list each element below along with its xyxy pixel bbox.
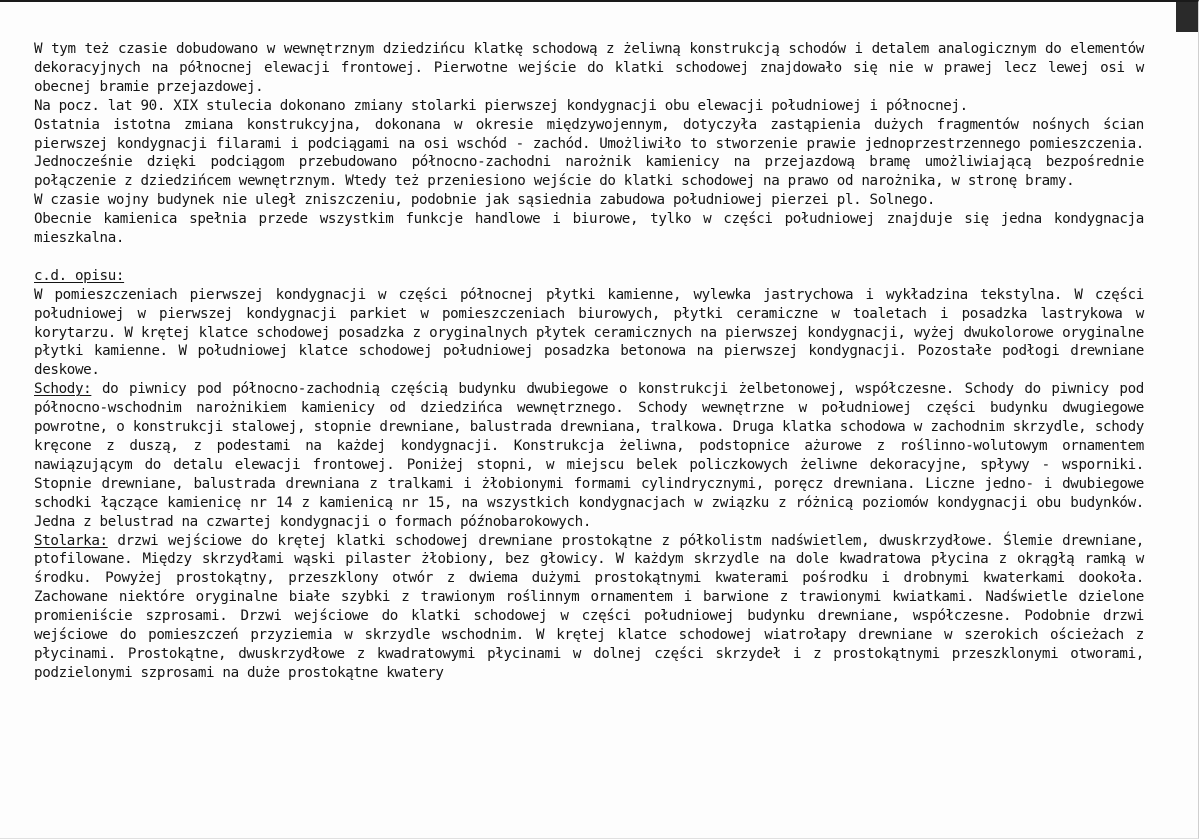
paragraph-joinery: [34, 532, 1144, 683]
document-body: [34, 40, 1144, 683]
paragraph-current-use: Obecnie kamienica spełnia przede wszystkim funkcje handlowe i biurowe, tylko w części południowej znajduje się jedna kondygnacja mieszkalna.: [34, 211, 1144, 247]
joinery-label: Stolarka:: [34, 532, 108, 549]
blank-line: [34, 248, 1144, 267]
paragraph-war: W czasie wojny budynek nie uległ zniszczeniu, podobnie jak sąsiednia zabudowa południowej pierzei pl. Solnego.: [34, 192, 936, 209]
paragraph-floors: W pomieszczeniach pierwszej kondygnacji w części północnej płytki kamienne, wylewka jastrychowa i wykładzina tekstylna. W części południowej w pierwszej kondygnacji parkiet w pomieszczeniach biurowych, płytki ceramiczne w toaletach i posadzka lastrykowa w korytarzu. W krętej klatce schodowej posadzka z oryginalnych płytek ceramicznych na pierwszej kondygnacji, wyżej dwukolorowe oryginalne płytki kamienne. W południowej klatce schodowej południowej posadzka betonowa na pierwszej kondygnacji. Pozostałe podłogi drewniane deskowe.: [34, 286, 1144, 379]
paragraph-structural-change: Ostatnia istotna zmiana konstrukcyjna, dokonana w okresie międzywojennym, dotyczyła zastąpienia dużych fragmentów nośnych ścian pierwszej kondygnacji filarami i podciągami na osi wschód - zachód. Umożliwiło to stworzenie prawie jednoprzestrzennego pomieszczenia. Jednocześnie dzięki podciągom przebudowano północno-zachodni narożnik kamienicy na przejazdową bramę umożliwiającą bezpośrednie połączenie z dziedzińcem wewnętrznym. Wtedy też przeniesiono wejście do klatki schodowej na prawo od narożnika, w stronę bramy.: [34, 116, 1144, 190]
stairs-label: Schody:: [34, 381, 92, 398]
paragraph-joinery-change: Na pocz. lat 90. XIX stulecia dokonano zmiany stolarki pierwszej kondygnacji obu elewacji południowej i północnej.: [34, 97, 968, 114]
cd-heading: c.d. opisu:: [34, 267, 125, 284]
scan-corner-mark: [1176, 2, 1198, 32]
paragraph-stairs: [34, 380, 1144, 531]
joinery-text: drzwi wejściowe do krętej klatki schodowej drewniane prostokątne z półkolistm nadświetlem, dwuskrzydłowe. Ślemie drewniane, ptofilowane. Między skrzydłami wąski pilaster żłobiony, bez głowicy. W każdym skrzydle na dole kwadratowa płycina z okrągłą ramką w środku. Powyżej prostokątny, przeszklony otwór z dwiema dużymi prostokątnymi kwaterami pośrodku i drobnymi kwaterkami dookoła. Zachowane niektóre oryginalne białe szybki z trawionym roślinnym ornamentem i barwione z trawionymi kwiatkami. Nadświetle dzielone promieniście szprosami. Drzwi wejściowe do klatki schodowej w części południowej budynku drewniane, współczesne. Podobnie drzwi wejściowe do pomieszczeń przyziemia w skrzydle wschodnim. W krętej klatce schodowej wiatrołapy drewniane w szerokich ościeżach z płycinami. Prostokątne, dwuskrzydłowe z kwadratowymi płycinami w dolnej części skrzydeł i z prostokątnymi przeszklonymi otworami, podzielonymi szprosami na duże prostokątne kwatery: [34, 532, 1144, 681]
stairs-text: do piwnicy pod północno-zachodnią częścią budynku dwubiegowe o konstrukcji żelbetonowej, współczesne. Schody do piwnicy pod północno-wschodnim narożnikiem kamienicy od dziedzińca wewnętrznego. Schody wewnętrzne w południowej części budynku dwugiegowe powrotne, o konstrukcji stalowej, stopnie drewniane, balustrada drewniana, tralkowa. Druga klatka schodowa w zachodnim skrzydle, schody kręcone z duszą, z podestami na każdej kondygnacji. Konstrukcja żeliwna, podstopnice ażurowe z roślinno-wolutowym ornamentem nawiązującym do detalu elewacji frontowej. Poniżej stopni, w miejscu belek policzkowych żeliwne dekoracyjne, spływy - wsporniki. Stopnie drewniane, balustrada drewniana z tralkami i żłobionymi formami cylindrycznymi, poręcz drewniana. Liczne jedno- i dwubiegowe schodki łączące kamienicę nr 14 z kamienicą nr 15, na wszystkich kondygnacjach w związku z różnicą poziomów kondygnacji obu budynków. Jedna z belustrad na czwartej kondygnacji o formach późnobarokowych.: [34, 381, 1144, 530]
paragraph-courtyard-staircase: W tym też czasie dobudowano w wewnętrznym dziedzińcu klatkę schodową z żeliwną konstrukcją schodów i detalem analogicznym do elementów dekoracyjnych na północnej elewacji frontowej. Pierwotne wejście do klatki schodowej znajdowało się nie w prawej lecz lewej osi w obecnej bramie przejazdowej.: [34, 41, 1144, 95]
